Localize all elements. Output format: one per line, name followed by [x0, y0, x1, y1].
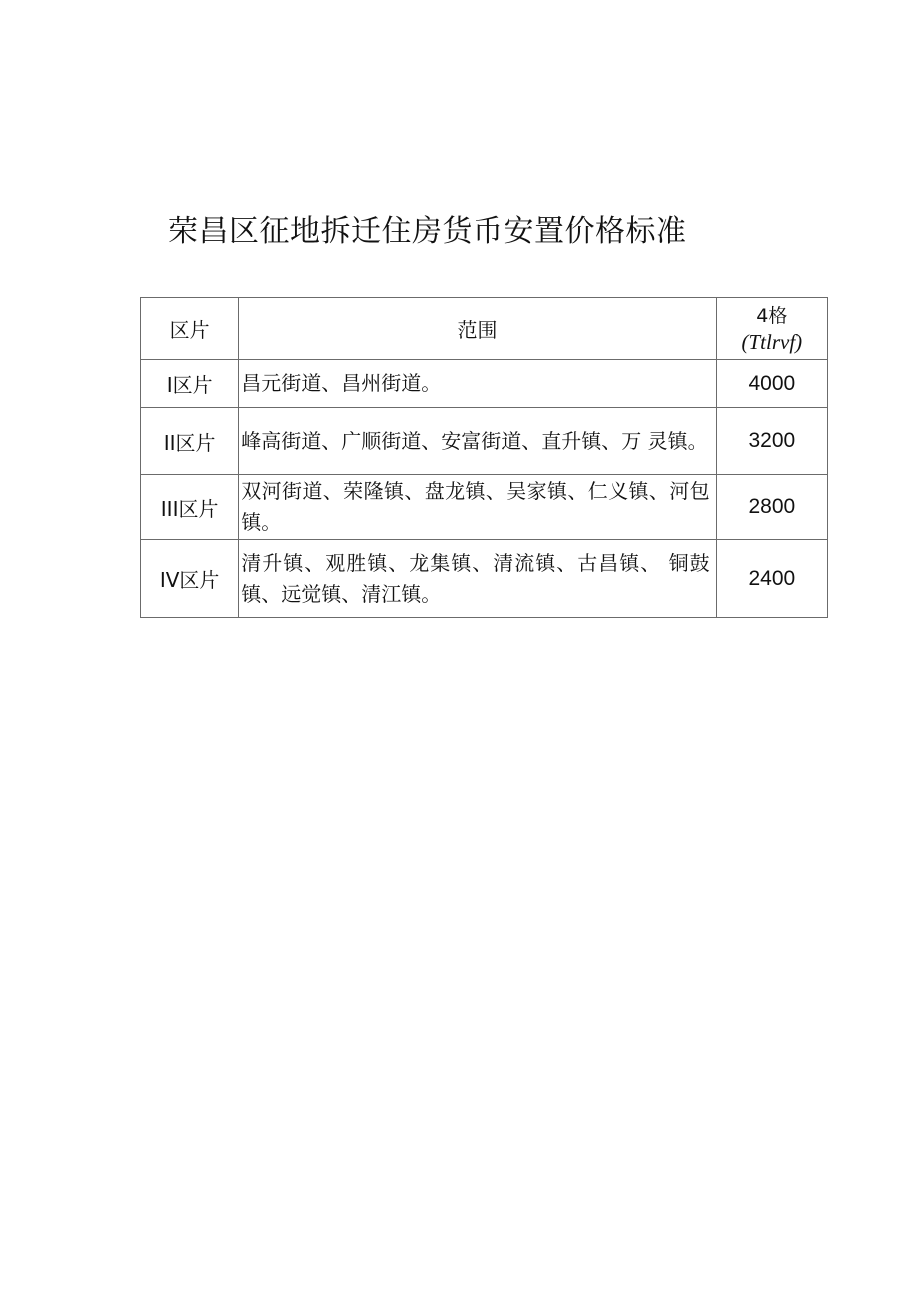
price-standard-table — [140, 297, 828, 618]
zone-cell: IV区片 — [141, 540, 239, 618]
header-zone: 区片 — [141, 298, 239, 360]
table-header-row — [141, 298, 828, 360]
document-title: 荣昌区征地拆迁住房货币安置价格标准 — [168, 214, 687, 249]
zone-cell: I区片 — [141, 360, 239, 408]
table-row — [141, 475, 828, 540]
zone-cell: III区片 — [141, 475, 239, 540]
table-row — [141, 408, 828, 475]
header-range: 范围 — [239, 298, 716, 360]
price-cell: 2800 — [716, 475, 827, 540]
range-cell: 双河街道、荣隆镇、盘龙镇、吴家镇、仁义镇、河包镇。 — [239, 475, 716, 540]
header-price-unit: (Ttlrvf) — [741, 329, 803, 354]
range-cell: 昌元街道、昌州街道。 — [239, 360, 716, 408]
range-cell: 清升镇、观胜镇、龙集镇、清流镇、古昌镇、 铜鼓镇、远觉镇、清江镇。 — [239, 540, 716, 618]
price-cell: 4000 — [716, 360, 827, 408]
table-row — [141, 360, 828, 408]
price-cell: 2400 — [716, 540, 827, 618]
header-price-label: 4格 — [756, 304, 788, 327]
table-row — [141, 540, 828, 618]
price-cell: 3200 — [716, 408, 827, 475]
range-cell: 峰高街道、广顺街道、安富街道、直升镇、万 灵镇。 — [239, 408, 716, 475]
header-price — [716, 298, 827, 360]
zone-cell: II区片 — [141, 408, 239, 475]
